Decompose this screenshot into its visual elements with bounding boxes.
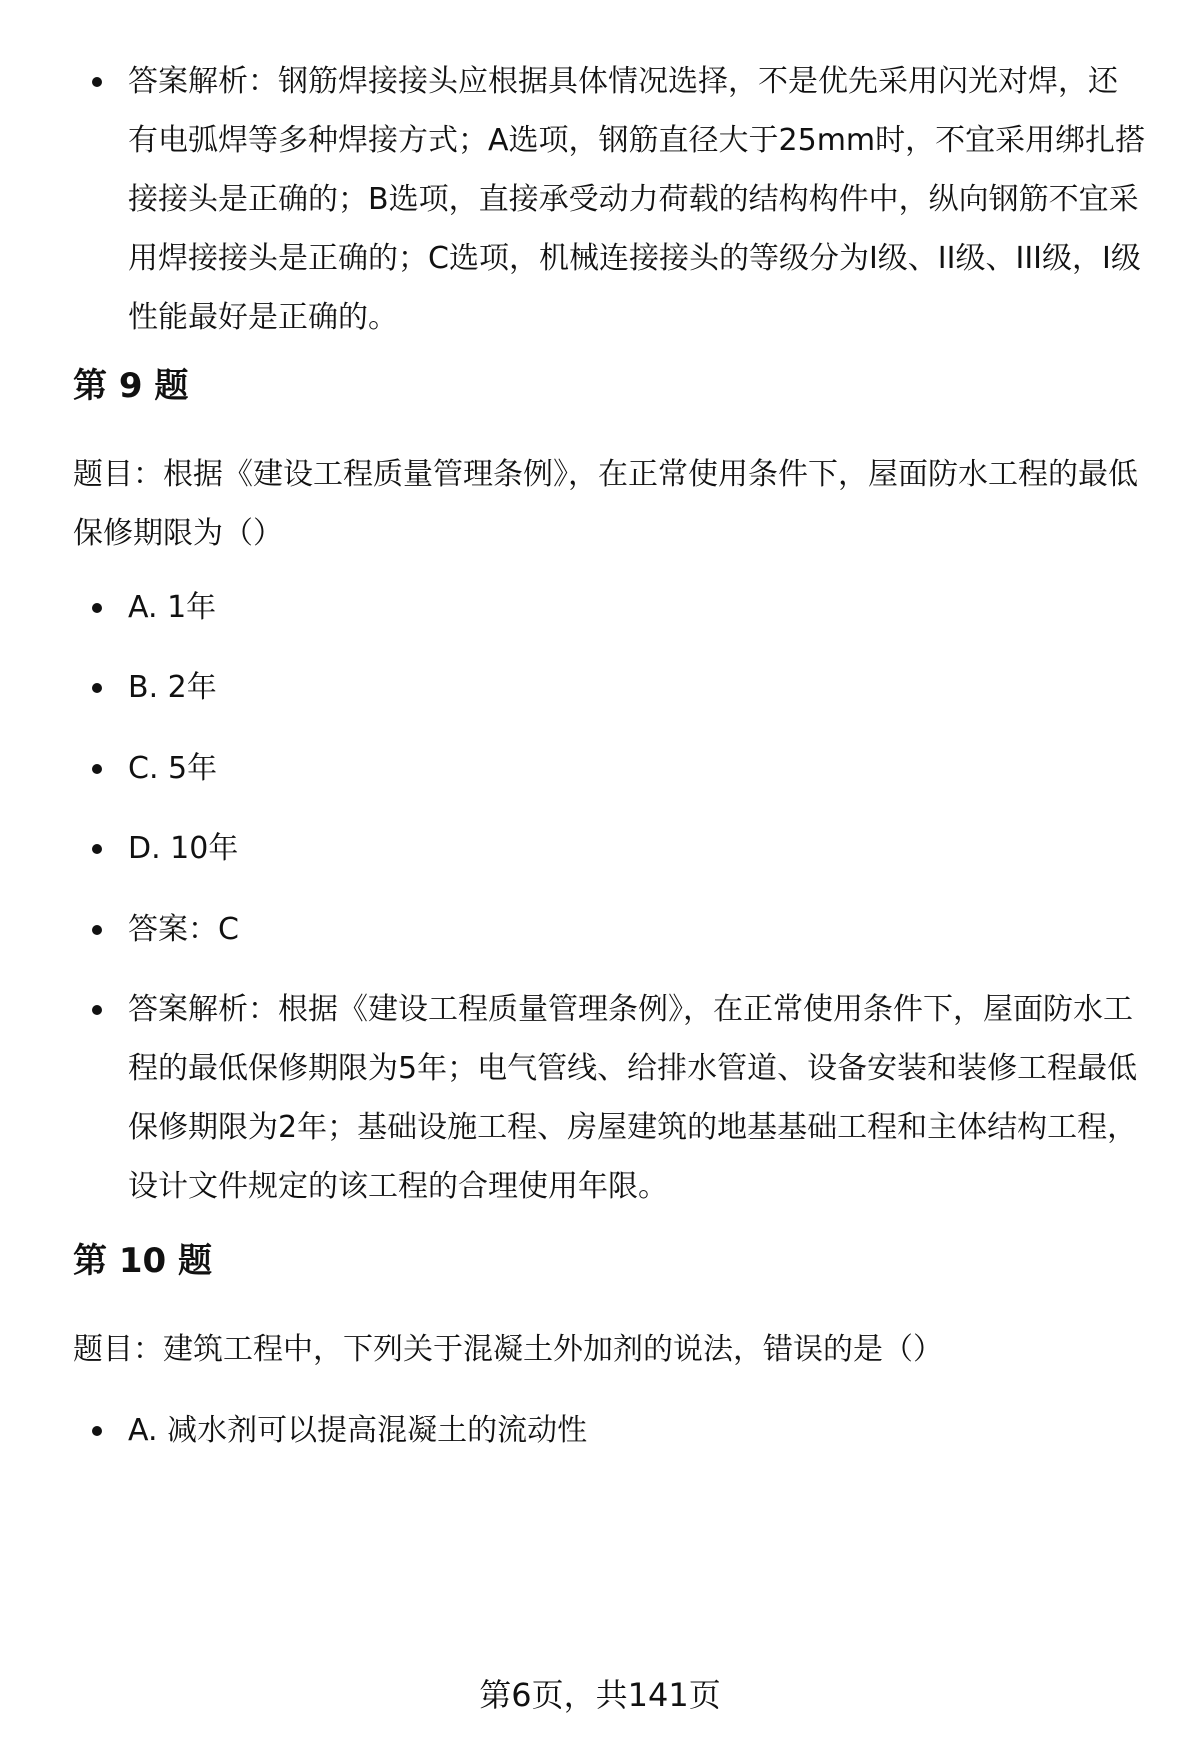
question-heading: 第 9 题	[73, 366, 189, 406]
option-item	[96, 819, 1146, 878]
question-text: 题目：建筑工程中，下列关于混凝土外加剂的说法，错误的是（）	[73, 1332, 943, 1367]
option-text: C. 5年	[128, 751, 218, 786]
option-item	[96, 739, 1146, 798]
option-item	[96, 658, 1146, 717]
answer-analysis-text: 答案解析：根据《建设工程质量管理条例》，在正常使用条件下，屋面防水工程的最低保修期限为5年；电气管线、给排水管道、设备安装和装修工程最低保修期限为2年；基础设施工程、房屋建筑的地基基础工程和主体结构工程，设计文件规定的该工程的合理使用年限。	[128, 992, 1138, 1204]
analysis-item	[96, 980, 1146, 1216]
bullet-icon	[92, 1005, 102, 1015]
bullet-icon	[92, 683, 102, 693]
bullet-icon	[92, 1426, 102, 1436]
option-item	[96, 578, 1146, 637]
question-text: 题目：根据《建设工程质量管理条例》，在正常使用条件下，屋面防水工程的最低保修期限为（）	[73, 457, 1138, 551]
answer-analysis-text: 答案解析：钢筋焊接接头应根据具体情况选择，不是优先采用闪光对焊，还有电弧焊等多种焊接方式；A选项，钢筋直径大于25mm时，不宜采用绑扎搭接接头是正确的；B选项，直接承受动力荷载的结构构件中，纵向钢筋不宜采用焊接接头是正确的；C选项，机械连接接头的等级分为I级、II级、III级，I级性能最好是正确的。	[128, 64, 1146, 335]
bullet-icon	[92, 603, 102, 613]
answer-text: 答案：C	[128, 912, 239, 947]
list-item	[96, 52, 1146, 347]
option-text: D. 10年	[128, 831, 239, 866]
question-heading: 第 10 题	[73, 1241, 212, 1281]
bullet-icon	[92, 764, 102, 774]
bullet-icon	[92, 925, 102, 935]
answer-item	[96, 900, 1146, 959]
option-text: A. 减水剂可以提高混凝土的流动性	[128, 1413, 588, 1448]
option-text: B. 2年	[128, 670, 217, 705]
page-number: 第6页，共141页	[479, 1676, 721, 1714]
option-text: A. 1年	[128, 590, 217, 625]
bullet-icon	[92, 77, 102, 87]
bullet-icon	[92, 844, 102, 854]
option-item	[96, 1401, 1146, 1460]
